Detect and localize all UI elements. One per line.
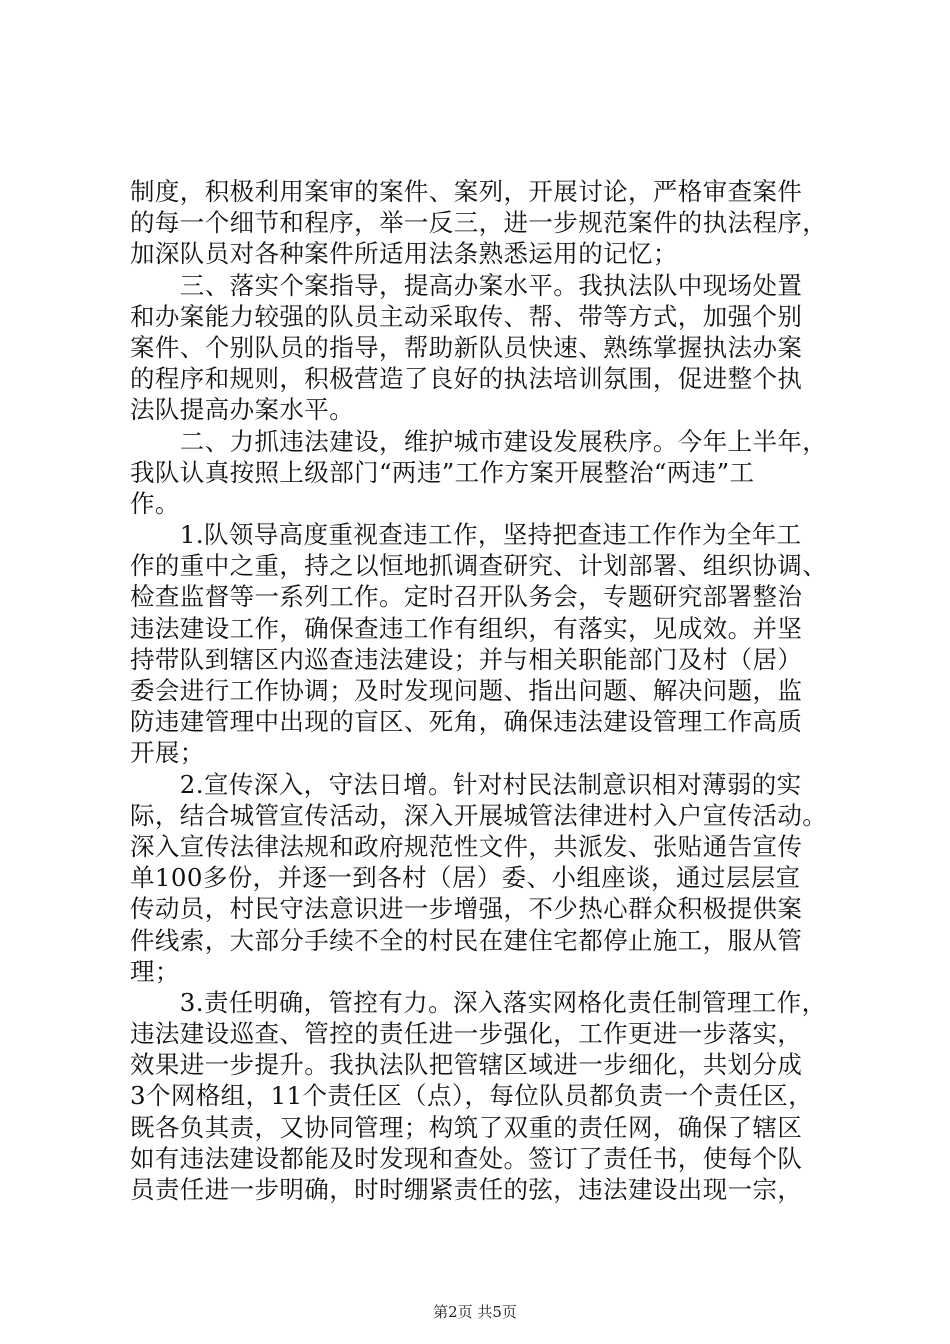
text-line: 二、力抓违法建设，维护城市建设发展秩序。今年上半年， — [130, 426, 828, 456]
text-line: 作。 — [130, 488, 180, 518]
text-line: 我队认真按照上级部门“两违”工作方案开展整治“两违”工 — [130, 457, 755, 487]
text-line: 件线索，大部分手续不全的村民在建住宅都停止施工，服从管 — [130, 925, 803, 955]
body-text — [130, 176, 830, 1205]
text-line: 深入宣传法律法规和政府规范性文件，共派发、张贴通告宣传 — [130, 831, 803, 861]
text-line: 开展； — [130, 738, 205, 768]
page-number-footer: 第2页 共5页 — [433, 1303, 517, 1321]
text-line: 制度，积极利用案审的案件、案列，开展讨论，严格审查案件 — [130, 177, 803, 206]
text-line: 案件、个别队员的指导，帮助新队员快速、熟练掌握执法办案 — [130, 332, 803, 362]
text-line: 违法建设巡查、管控的责任进一步强化，工作更进一步落实， — [130, 1019, 803, 1049]
text-line: 加深队员对各种案件所适用法条熟悉运用的记忆； — [130, 239, 678, 269]
text-line: 和办案能力较强的队员主动采取传、帮、带等方式，加强个别 — [130, 301, 803, 331]
text-line: 3.责任明确，管控有力。深入落实网格化责任制管理工作， — [130, 987, 827, 1017]
text-line: 委会进行工作协调；及时发现问题、指出问题、解决问题，监 — [130, 676, 803, 705]
text-line: 如有违法建设都能及时发现和查处。签订了责任书，使每个队 — [130, 1143, 803, 1173]
text-line: 既各负其责，又协同管理；构筑了双重的责任网，确保了辖区 — [130, 1112, 803, 1142]
text-line: 3个网格组，11个责任区（点），每位队员都负责一个责任区， — [130, 1081, 814, 1111]
text-line: 检查监督等一系列工作。定时召开队务会，专题研究部署整治 — [130, 582, 803, 612]
text-line: 的每一个细节和程序，举一反三，进一步规范案件的执法程序， — [130, 208, 828, 238]
text-line: 2.宣传深入，守法日增。针对村民法制意识相对薄弱的实 — [130, 769, 802, 799]
text-line: 传动员，村民守法意识进一步增强，不少热心群众积极提供案 — [130, 894, 803, 924]
text-line: 员责任进一步明确，时时绷紧责任的弦，违法建设出现一宗， — [130, 1175, 803, 1204]
text-line: 理； — [130, 956, 180, 986]
text-line: 三、落实个案指导，提高办案水平。我执法队中现场处置 — [130, 270, 803, 300]
text-line: 作的重中之重，持之以恒地抓调查研究、计划部署、组织协调、 — [130, 551, 828, 581]
text-line: 违法建设工作，确保查违工作有组织，有落实，见成效。并坚 — [130, 613, 803, 643]
text-line: 效果进一步提升。我执法队把管辖区域进一步细化，共划分成 — [130, 1050, 803, 1080]
text-line: 持带队到辖区内巡查违法建设；并与相关职能部门及村（居） — [130, 644, 803, 674]
text-line: 防违建管理中出现的盲区、死角，确保违法建设管理工作高质 — [130, 707, 803, 737]
text-line: 际，结合城管宣传活动，深入开展城管法律进村入户宣传活动。 — [130, 800, 828, 830]
text-line: 1.队领导高度重视查违工作，坚持把查违工作作为全年工 — [130, 520, 802, 550]
text-line: 的程序和规则，积极营造了良好的执法培训氛围，促进整个执 — [130, 364, 803, 394]
text-line: 单100多份，并逐一到各村（居）委、小组座谈，通过层层宣 — [130, 863, 801, 893]
text-line: 法队提高办案水平。 — [130, 395, 355, 425]
